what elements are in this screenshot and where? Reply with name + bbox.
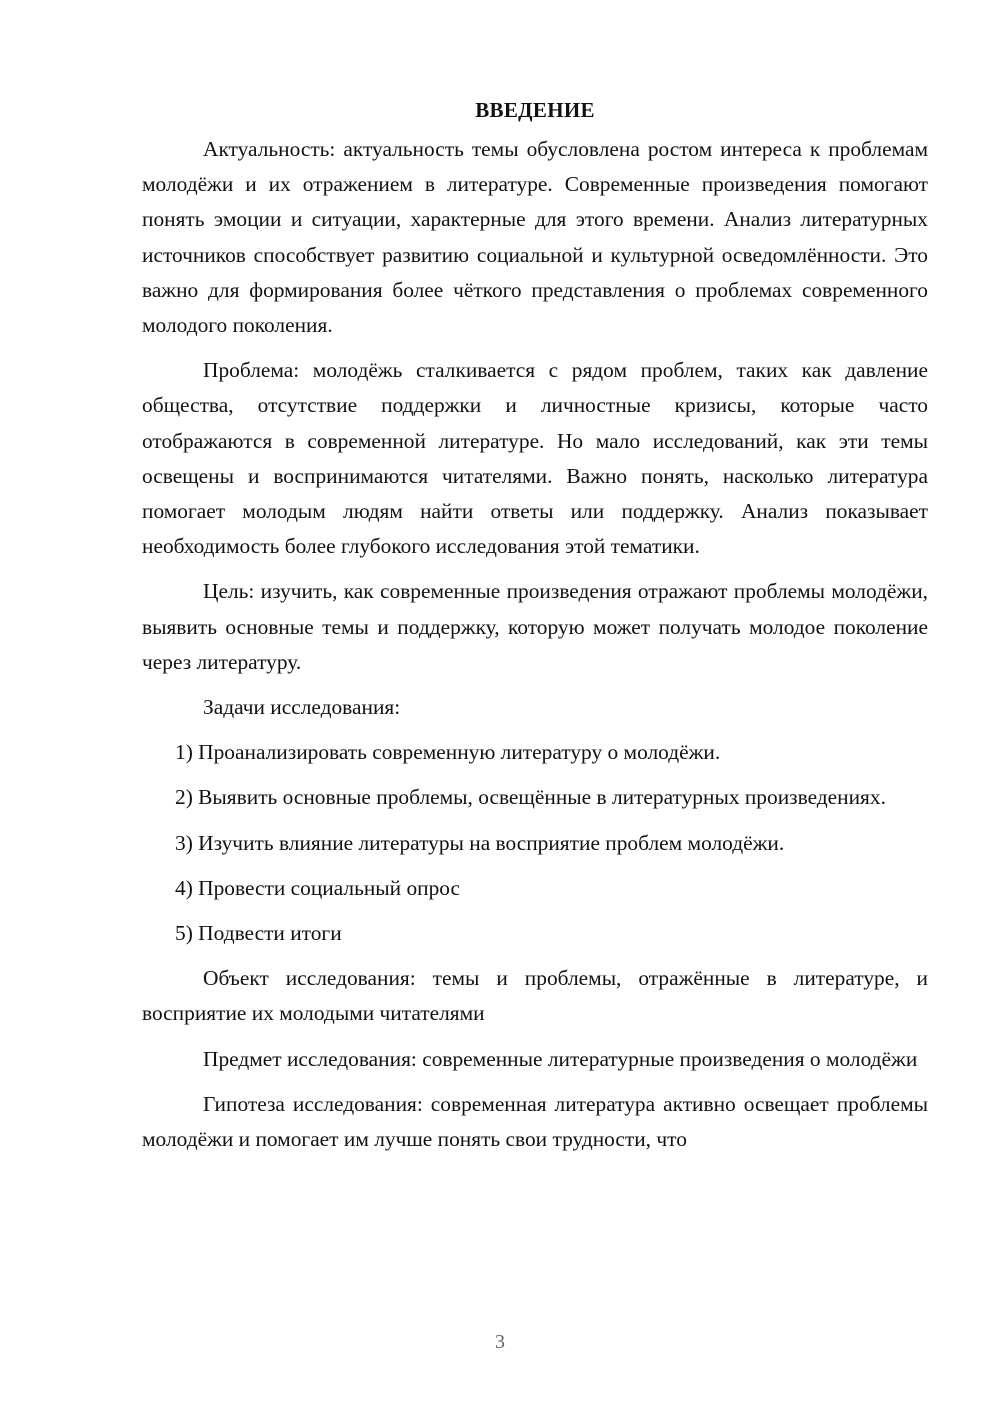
page-number: 3: [495, 1331, 505, 1353]
paragraph-problem: Проблема: молодёжь сталкивается с рядом проблем, таких как давление общества, отсутствие поддержки и личностные кризисы, которые часто отображаются в современной литературе. Но мало исследований, как эти темы освещены и воспринимаются читателями. Важно понять, насколько литература помогает молодым людям найти ответы или поддержку. Анализ показывает необходимость более глубокого исследования этой тематики.: [142, 358, 928, 559]
task-item: 5) Подвести итоги: [175, 921, 342, 946]
section-heading: ВВЕДЕНИЕ: [475, 98, 595, 122]
text-body: [142, 95, 928, 1167]
paragraph-goal: Цель: изучить, как современные произведения отражают проблемы молодёжи, выявить основные темы и поддержку, которую может получать молодое поколение через литературу.: [142, 579, 928, 674]
paragraph-object: Объект исследования: темы и проблемы, отражённые в литературе, и восприятие их молодыми читателями: [142, 966, 928, 1026]
paragraph-hypothesis: Гипотеза исследования: современная литература активно освещает проблемы молодёжи и помогает им лучше понять свои трудности, что: [142, 1091, 928, 1152]
task-item: 2) Выявить основные проблемы, освещённые в литературных произведениях.: [175, 785, 886, 810]
paragraph-relevance: Актуальность: актуальность темы обусловлена ростом интереса к проблемам молодёжи и их отражением в литературе. Современные произведения помогают понять эмоции и ситуации, характерные для этого времени. Анализ литературных источников способствует развитию социальной и культурной осведомлённости. Это важно для формирования более чёткого представления о проблемах современного молодого поколения.: [142, 137, 928, 338]
task-item: 4) Провести социальный опрос: [175, 875, 461, 900]
paragraph-subject: Предмет исследования: современные литературные произведения о молодёжи: [203, 1046, 918, 1071]
task-item: 3) Изучить влияние литературы на восприятие проблем молодёжи.: [175, 830, 785, 855]
paragraph-tasks-title: Задачи исследования:: [203, 695, 401, 720]
task-item: 1) Проанализировать современную литературу о молодёжи.: [175, 740, 721, 765]
